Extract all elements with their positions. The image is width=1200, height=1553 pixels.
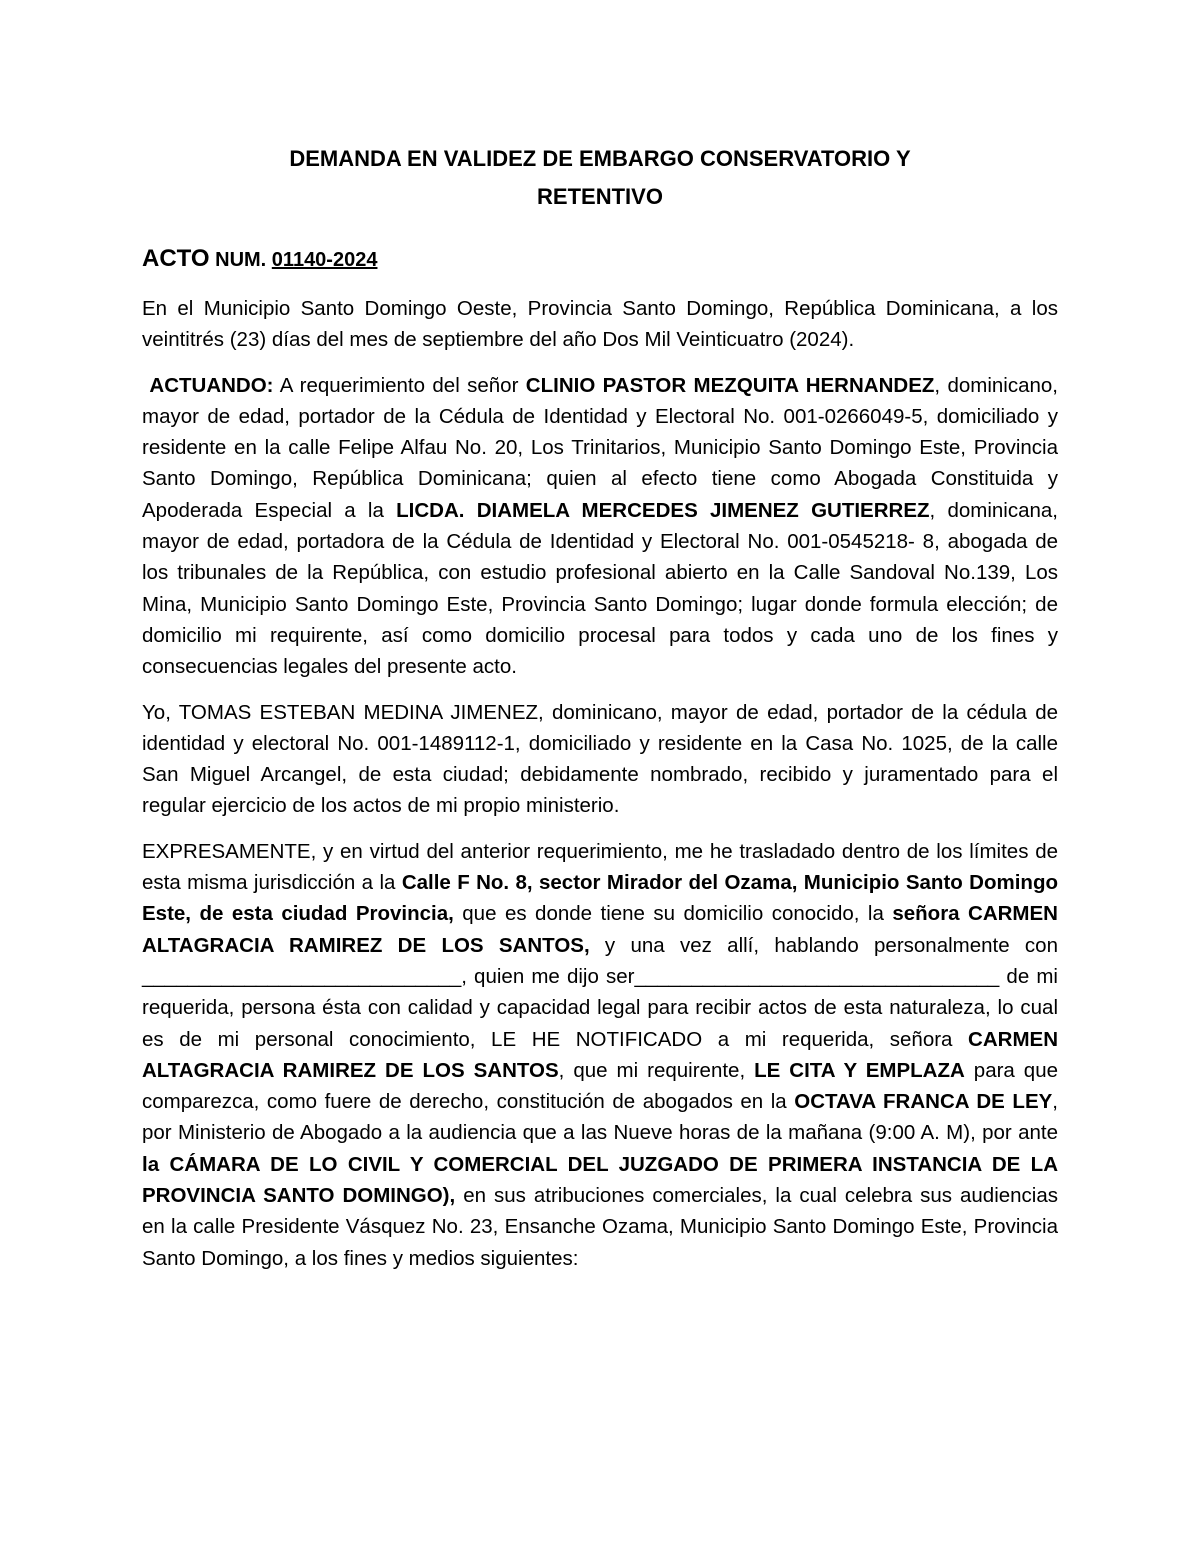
p2-text-1: A requerimiento del señor [273, 373, 526, 397]
p4-text-6: , por Ministerio de Abogado a la audiencia que a las Nueve horas de la mañana (9:00 A. M), por ante [142, 1090, 1058, 1145]
paragraph-actuando [142, 370, 1058, 683]
p4-text-1: EXPRESAMENTE, y en virtud del anterior requerimiento, me he trasladado dentro de los límites de esta misma jurisdicción a la [142, 839, 1058, 895]
domicilio-address: Calle F No. 8, sector Mirador del Ozama, Municipio Santo Domingo Este, de esta ciudad Provincia, [142, 871, 1058, 926]
actuando-label: ACTUANDO: [149, 373, 274, 397]
paragraph-expresamente [142, 836, 1058, 1274]
abogada-name: LICDA. DIAMELA MERCEDES JIMENEZ GUTIERREZ [396, 498, 930, 522]
acto-label: ACTO [142, 245, 210, 272]
title-line-1: DEMANDA EN VALIDEZ DE EMBARGO CONSERVATORIO Y [289, 146, 911, 171]
title-line-2: RETENTIVO [537, 184, 663, 209]
p4-text-4: , que mi requirente, [558, 1058, 755, 1082]
document-title [142, 140, 1058, 216]
requirente-name: CLINIO PASTOR MEZQUITA HERNANDEZ [525, 373, 935, 397]
requerida-name-1: señora CARMEN ALTAGRACIA RAMIREZ DE LOS SANTOS, [142, 902, 1058, 957]
requerida-name-2: CARMEN ALTAGRACIA RAMIREZ DE LOS SANTOS [142, 1027, 1058, 1082]
p4-text-7: en sus atribuciones comerciales, la cual celebra sus audiencias en la calle Presidente Vásquez No. 23, Ensanche Ozama, Municipio Santo Domingo Este, Provincia Santo Domingo, a los fines y medios siguientes: [142, 1184, 1059, 1270]
camara-name: la CÁMARA DE LO CIVIL Y COMERCIAL DEL JUZGADO DE PRIMERA INSTANCIA DE LA PROVINCIA SANTO DOMINGO), [142, 1152, 1058, 1208]
acto-heading [142, 244, 1058, 275]
p2-text-2: , dominicano, mayor de edad, portador de la Cédula de Identidad y Electoral No. 001-0266049-5, domiciliado y residente en la calle Felipe Alfau No. 20, Los Trinitarios, Municipio Santo Domingo Este, Provincia Santo Domingo, República Dominicana; quien al efecto tiene como Abogada Constituida y Apoderada Especial a la [142, 373, 1059, 522]
acto-number: 01140-2024 [271, 249, 378, 271]
paragraph-date: En el Municipio Santo Domingo Oeste, Provincia Santo Domingo, República Dominicana, a los veintitrés (23) días del mes de septiembre del año Dos Mil Veinticuatro (2024). [142, 297, 1058, 352]
num-label: NUM. [215, 249, 267, 271]
p4-text-2: que es donde tiene su domicilio conocido, la [453, 902, 893, 926]
paragraph-alguacil: Yo, TOMAS ESTEBAN MEDINA JIMENEZ, dominicano, mayor de edad, portador de la cédula de identidad y electoral No. 001-1489112-1, domiciliado y residente en la Casa No. 1025, de la calle San Miguel Arcangel, de esta ciudad; debidamente nombrado, recibido y juramentado para el regular ejercicio de los actos de mi propio ministerio. [142, 700, 1058, 818]
octava-franca: OCTAVA FRANCA DE LEY [794, 1090, 1053, 1114]
p2-text-3: , dominicana, mayor de edad, portadora de la Cédula de Identidad y Electoral No. 001-0545218- 8, abogada de los tribunales de la República, con estudio profesional abierto en la Calle Sandoval No.139, Los Mina, Municipio Santo Domingo Este, Provincia Santo Domingo; lugar donde formula elección; de domicilio mi requirente, así como domicilio procesal para todos y cada uno de los fines y consecuencias legales del presente acto. [142, 498, 1058, 679]
cita-emplaza: LE CITA Y EMPLAZA [754, 1058, 965, 1082]
p4-text-3: y una vez allí, hablando personalmente con ____________________________, quien me dijo ser________________________________ de mi requerida, persona ésta con calidad y capacidad legal para recibir actos de esta naturaleza, lo cual es de mi personal conocimiento, LE HE NOTIFICADO a mi requerida, señora [142, 933, 1058, 1051]
p4-text-5: para que comparezca, como fuere de derecho, constitución de abogados en la [142, 1058, 1058, 1114]
